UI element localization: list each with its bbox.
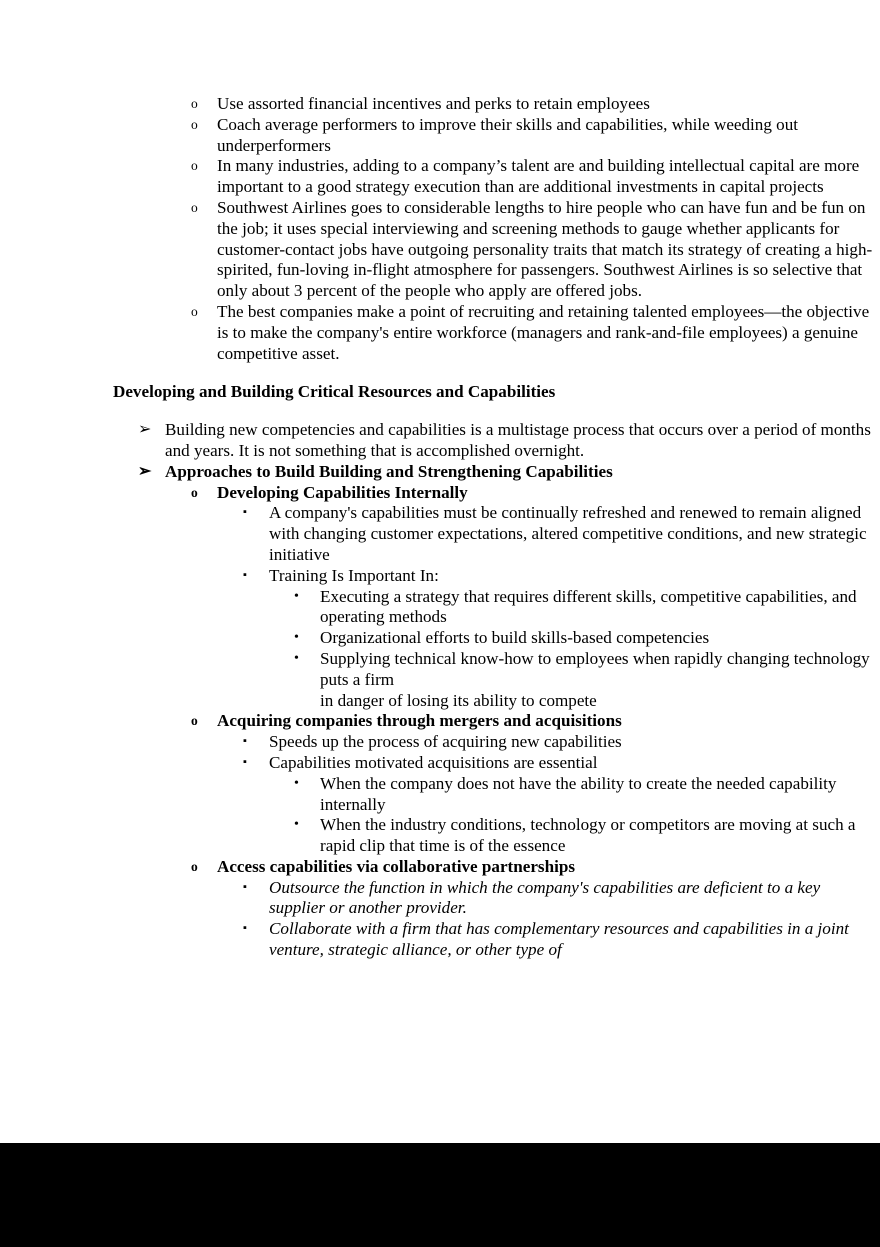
dot-bullet-icon: • bbox=[294, 588, 299, 604]
square-bullet-icon: ▪ bbox=[243, 568, 247, 581]
square-bullet-icon: ▪ bbox=[243, 880, 247, 893]
list-item-text: Outsource the function in which the company's capabilities are deficient to a key supplier or another provider. bbox=[269, 877, 821, 918]
circle-bullet-icon: o bbox=[191, 713, 198, 729]
square-bullet-icon: ▪ bbox=[243, 922, 247, 935]
list-item bbox=[0, 587, 880, 629]
dot-bullet-icon: • bbox=[294, 817, 299, 833]
list-item bbox=[0, 919, 880, 961]
approach-title: Developing Capabilities Internally bbox=[217, 482, 468, 502]
list-item-text: Use assorted financial incentives and perks to retain employees bbox=[217, 94, 650, 113]
list-item-text: Coach average performers to improve their skills and capabilities, while weeding out underperformers bbox=[217, 114, 799, 155]
list-item-text: Speeds up the process of acquiring new capabilities bbox=[269, 732, 622, 752]
dot-bullet-icon: • bbox=[294, 650, 299, 666]
dot-bullet-icon: • bbox=[294, 630, 299, 646]
list-item bbox=[0, 649, 880, 711]
arrow-bullet-icon: ➢ bbox=[138, 462, 152, 480]
circle-bullet-icon: o bbox=[191, 858, 198, 874]
list-item bbox=[0, 503, 880, 565]
list-item bbox=[0, 462, 880, 483]
circle-bullet-icon: o bbox=[191, 199, 198, 215]
square-bullet-icon: ▪ bbox=[243, 735, 247, 748]
square-bullet-icon: ▪ bbox=[243, 506, 247, 519]
list-item bbox=[0, 774, 880, 816]
spacer bbox=[0, 403, 880, 420]
list-item bbox=[0, 732, 880, 753]
list-item-text: Executing a strategy that requires different skills, competitive capabilities, and operating methods bbox=[320, 586, 857, 627]
list-item bbox=[0, 857, 880, 878]
circle-bullet-icon: o bbox=[191, 96, 198, 111]
dot-bullet-icon: • bbox=[294, 775, 299, 791]
approach-title: Access capabilities via collaborative partnerships bbox=[217, 856, 575, 876]
list-item-text: Capabilities motivated acquisitions are essential bbox=[269, 752, 598, 772]
list-item bbox=[0, 115, 880, 157]
list-item bbox=[0, 302, 880, 364]
list-item bbox=[0, 566, 880, 587]
approach-children bbox=[0, 503, 880, 586]
list-item-text: Training Is Important In: bbox=[269, 565, 439, 585]
list-item bbox=[0, 753, 880, 774]
approach-group bbox=[0, 483, 880, 504]
top-bullet-list bbox=[0, 94, 880, 364]
approach-children bbox=[0, 732, 880, 774]
spacer bbox=[0, 364, 880, 382]
list-item bbox=[0, 156, 880, 198]
list-item bbox=[0, 628, 880, 649]
approach-group bbox=[0, 711, 880, 732]
section-heading: Developing and Building Critical Resources and Capabilities bbox=[113, 382, 556, 402]
list-item bbox=[0, 815, 880, 857]
list-item-text: When the company does not have the ability to create the needed capability internally bbox=[320, 773, 837, 814]
approach-group bbox=[0, 857, 880, 878]
circle-bullet-icon: o bbox=[191, 158, 198, 174]
footer-black-bar bbox=[0, 1143, 880, 1247]
list-item-text-continued: in danger of losing its ability to compete bbox=[320, 690, 597, 710]
square-bullet-icon: ▪ bbox=[243, 755, 247, 768]
list-item bbox=[0, 711, 880, 732]
circle-bullet-icon: o bbox=[191, 303, 198, 319]
arrow-bullet-icon: ➢ bbox=[138, 421, 152, 439]
list-item bbox=[0, 94, 880, 115]
list-item-text: In many industries, adding to a company’s talent are and building intellectual capital are more important to a good strategy execution than are additional investments in capital projects bbox=[217, 156, 860, 197]
list-item bbox=[0, 483, 880, 504]
list-item bbox=[0, 198, 880, 302]
approaches-list bbox=[0, 420, 880, 482]
list-item-text: Supplying technical know-how to employees when rapidly changing technology puts a firm bbox=[320, 648, 870, 689]
list-item-text: The best companies make a point of recruiting and retaining talented employees—the objective is to make the company's entire workforce (managers and rank-and-file employees) a genuine competitive asset. bbox=[217, 301, 870, 363]
approach-title: Acquiring companies through mergers and acquisitions bbox=[217, 711, 622, 731]
list-item-text: Southwest Airlines goes to considerable lengths to hire people who can have fun and be fun on the job; it uses special interviewing and screening methods to gauge whether applicants for customer-contact jobs have outgoing personality traits that match its strategy of creating a high-spirited, fun-loving in-flight atmosphere for passengers. Southwest Airlines is so selective that only about 3 percent of the people who apply are offered jobs. bbox=[217, 197, 873, 301]
list-item bbox=[0, 420, 880, 462]
approach-grandchildren bbox=[0, 774, 880, 857]
list-item-text: Building new competencies and capabilities is a multistage process that occurs over a period of months and years. It is not something that is accomplished overnight. bbox=[165, 420, 871, 460]
circle-bullet-icon: o bbox=[191, 484, 198, 500]
list-item-text: Approaches to Build Building and Strengthening Capabilities bbox=[165, 461, 613, 481]
list-item-text: Organizational efforts to build skills-based competencies bbox=[320, 628, 710, 648]
list-item-text: Collaborate with a firm that has complementary resources and capabilities in a joint venture, strategic alliance, or other type of bbox=[269, 919, 849, 960]
list-item-text: A company's capabilities must be continually refreshed and renewed to remain aligned with changing customer expectations, altered competitive conditions, and new strategic initiative bbox=[269, 503, 867, 564]
circle-bullet-icon: o bbox=[191, 116, 198, 132]
list-item bbox=[0, 878, 880, 920]
approach-grandchildren bbox=[0, 587, 880, 712]
list-item-text: When the industry conditions, technology or competitors are moving at such a rapid clip that time is of the essence bbox=[320, 815, 856, 856]
approach-children bbox=[0, 878, 880, 961]
